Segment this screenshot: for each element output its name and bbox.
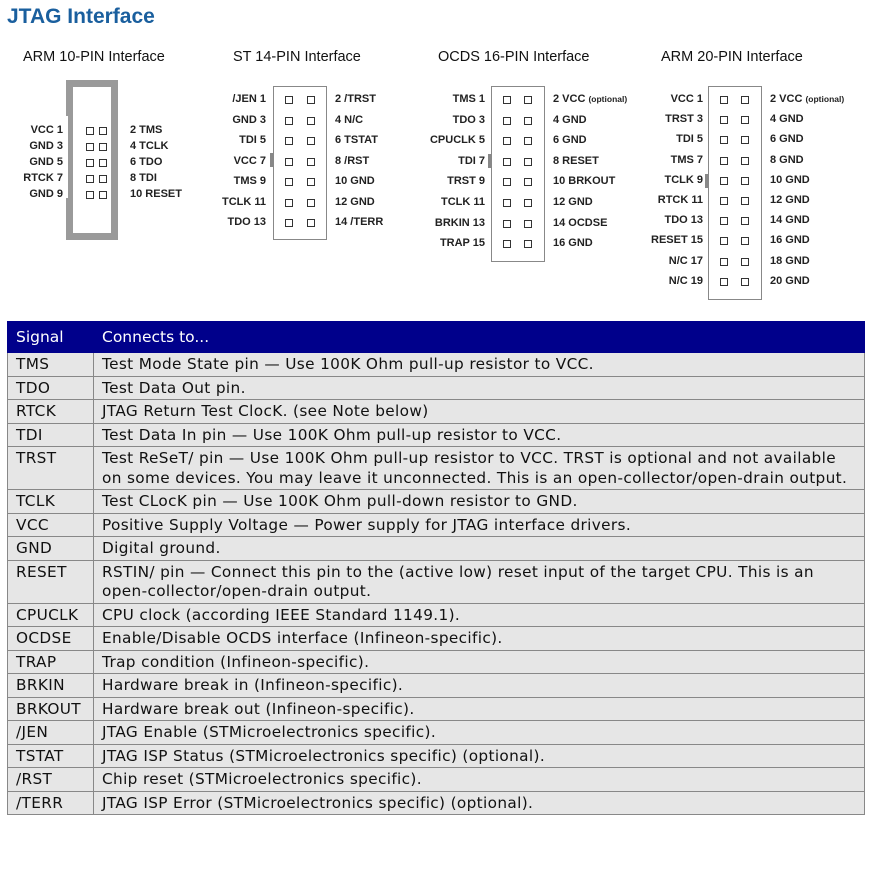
st14-pin-right-label (335, 175, 375, 188)
arm20-pin-right-label (770, 214, 810, 227)
ocds16-header-outline (491, 86, 545, 262)
table-row (8, 513, 865, 537)
arm20-pin-right-text: 2 VCC (770, 93, 803, 105)
arm20-pin-right-text: 4 GND (770, 113, 804, 126)
st14-pin-odd (285, 199, 293, 207)
st14-pin-even (307, 219, 315, 227)
arm10-pin-right-label (130, 140, 169, 153)
st14-pin-right-text: 8 /RST (335, 154, 370, 167)
arm20-pin-left-label: N/C 19 (668, 274, 703, 287)
ocds16-pin-right-text: 12 GND (553, 196, 593, 208)
ocds16-pin-even (524, 117, 532, 125)
ocds16-pin-right-label (553, 196, 593, 209)
st14-pin-left-label: TCLK 11 (221, 195, 266, 208)
st14-pin-right-text: 4 N/C (335, 113, 364, 126)
ocds16-pin-odd (503, 137, 511, 145)
ocds16-key-notch (488, 154, 491, 168)
ocds16-pin-even (524, 199, 532, 207)
arm10-pin-odd (86, 159, 94, 167)
arm20-pin-even (741, 278, 749, 286)
arm10-pin-right-text: 10 RESET (130, 188, 182, 200)
signal-name: RTCK (8, 400, 94, 424)
st14-pin-right-text: 6 TSTAT (335, 134, 378, 146)
arm20-pin-odd (720, 258, 728, 266)
st14-pin-odd (285, 178, 293, 186)
st14-pin-right-text: 14 /TERR (335, 216, 384, 228)
ocds16-pin-right-label (553, 217, 607, 230)
arm20-key-notch (705, 174, 708, 188)
signal-description: JTAG Return Test ClocK. (see Note below) (94, 400, 865, 424)
arm20-header-outline (708, 86, 762, 300)
arm10-pin-right-text: 6 TDO (130, 156, 163, 168)
signal-name: TRST (8, 447, 94, 490)
arm20-pin-odd (720, 177, 728, 185)
table-row (8, 721, 865, 745)
arm10-pin-left-label: VCC 1 (30, 124, 63, 136)
st14-header-outline (273, 86, 327, 240)
arm10-pin-left-label: GND 3 (29, 140, 63, 152)
ocds16-pin-odd (503, 158, 511, 166)
signal-name: TSTAT (8, 744, 94, 768)
arm20-pin-right-label (770, 275, 810, 288)
ocds16-pin-right-label (553, 155, 599, 168)
ocds16-pin-even (524, 96, 532, 104)
signal-description: RSTIN/ pin — Connect this pin to the (active low) reset input of the target CPU. This is an open-collector/open-drain output. (94, 560, 865, 603)
arm20-pin-right-label (770, 113, 804, 126)
st14-pin-odd (285, 158, 293, 166)
arm20-pin-right-text: 12 GND (770, 194, 810, 206)
arm20-pin-odd (720, 237, 728, 245)
signal-description: Test Data In pin — Use 100K Ohm pull-up resistor to VCC. (94, 423, 865, 447)
signal-name: GND (8, 537, 94, 561)
table-row (8, 490, 865, 514)
arm10-pin-right-text: 2 TMS (130, 124, 163, 136)
arm20-pin-left-label: TMS 7 (670, 153, 703, 166)
table-row (8, 376, 865, 400)
table-row (8, 353, 865, 377)
arm20-pin-odd (720, 116, 728, 124)
arm10-pin-odd (86, 127, 94, 135)
arm20-pin-even (741, 217, 749, 225)
arm10-pin-right-label (130, 124, 162, 137)
st14-pin-right-text: 12 GND (335, 195, 375, 208)
arm20-pin-left-label: TRST 3 (665, 113, 703, 126)
arm10-pin-odd (86, 191, 94, 199)
ocds16-pin-right-text: 8 RESET (553, 154, 599, 167)
st14-pin-left-label: GND 3 (232, 113, 266, 126)
st14-pin-odd (285, 96, 293, 104)
table-row (8, 537, 865, 561)
table-row (8, 674, 865, 698)
arm20-pin-right-text: 8 GND (770, 153, 804, 166)
st14-pin-right-text: 10 GND (335, 175, 375, 187)
signal-description: Trap condition (Infineon-specific). (94, 650, 865, 674)
arm20-pin-left-label: VCC 1 (670, 93, 703, 105)
ocds16-pin-right-text: 4 GND (553, 113, 587, 126)
arm20-pin-right-label (770, 154, 804, 167)
arm20-pin-even (741, 116, 749, 124)
arm20-pin-left-label: N/C 17 (668, 254, 703, 267)
ocds16-pin-right-label (553, 93, 627, 106)
arm20-pin-even (741, 136, 749, 144)
table-row (8, 768, 865, 792)
arm10-pin-odd (86, 175, 94, 183)
arm10-pin-right-text: 4 TCLK (130, 140, 169, 152)
arm10-pin-even (99, 159, 107, 167)
arm20-pin-right-text: 16 GND (770, 234, 810, 247)
signal-description: JTAG ISP Status (STMicroelectronics specific) (optional). (94, 744, 865, 768)
arm10-pin-odd (86, 143, 94, 151)
signal-description: Test ReSeT/ pin — Use 100K Ohm pull-up resistor to VCC. TRST is optional and not available on some devices. You may leave it unconnected. This is an open-collector/open-drain output. (94, 447, 865, 490)
arm10-pin-even (99, 191, 107, 199)
arm20-pin-right-text: 20 GND (770, 274, 810, 287)
st14-title: ST 14-PIN Interface (233, 49, 361, 65)
table-row (8, 603, 865, 627)
arm10-pin-left-label: RTCK 7 (23, 172, 63, 184)
signal-description: Enable/Disable OCDS interface (Infineon-specific). (94, 627, 865, 651)
st14-pin-even (307, 96, 315, 104)
signal-description: Test Mode State pin — Use 100K Ohm pull-up resistor to VCC. (94, 353, 865, 377)
arm20-pin-right-text: 14 GND (770, 214, 810, 227)
st14-pin-even (307, 117, 315, 125)
arm20-pin-right-label (770, 194, 810, 207)
st14-pin-odd (285, 219, 293, 227)
ocds16-pin-even (524, 220, 532, 228)
st14-pin-left-label: TMS 9 (233, 175, 266, 187)
table-row (8, 697, 865, 721)
arm20-pin-left-label: RTCK 11 (657, 194, 703, 206)
ocds16-pin-odd (503, 178, 511, 186)
arm10-pin-even (99, 175, 107, 183)
arm20-pin-left-label: RESET 15 (651, 234, 703, 247)
ocds16-pin-left-label: TDI 7 (458, 154, 485, 167)
arm20-pin-even (741, 157, 749, 165)
ocds16-pin-odd (503, 117, 511, 125)
arm20-pin-even (741, 197, 749, 205)
arm20-optional-note: (optional) (805, 94, 845, 104)
ocds16-pin-left-label: CPUCLK 5 (429, 134, 485, 147)
arm10-pin-even (99, 143, 107, 151)
table-row (8, 650, 865, 674)
ocds16-pin-right-text: 14 OCDSE (553, 216, 608, 229)
signal-description: Hardware break out (Infineon-specific). (94, 697, 865, 721)
arm20-pin-right-text: 6 GND (770, 133, 804, 146)
ocds16-pin-left-label: BRKIN 13 (434, 216, 485, 229)
signal-description: CPU clock (according IEEE Standard 1149.1). (94, 603, 865, 627)
arm20-pin-odd (720, 278, 728, 286)
arm20-pin-right-text: 18 GND (770, 254, 810, 267)
arm20-pin-odd (720, 217, 728, 225)
signal-description: Digital ground. (94, 537, 865, 561)
arm10-title: ARM 10-PIN Interface (23, 49, 165, 65)
st14-pin-right-text: 2 /TRST (335, 93, 376, 105)
table-row (8, 423, 865, 447)
table-row (8, 447, 865, 490)
arm10-pin-right-text: 8 TDI (130, 172, 157, 184)
signal-description: JTAG Enable (STMicroelectronics specific). (94, 721, 865, 745)
signal-name: /TERR (8, 791, 94, 815)
signal-name: VCC (8, 513, 94, 537)
arm20-pin-even (741, 96, 749, 104)
table-row (8, 744, 865, 768)
arm20-pin-right-label (770, 133, 804, 146)
signal-name: TMS (8, 353, 94, 377)
ocds16-pin-right-label (553, 134, 587, 147)
signal-name: /JEN (8, 721, 94, 745)
signal-description: Test Data Out pin. (94, 376, 865, 400)
ocds16-pin-even (524, 240, 532, 248)
signal-name: TDO (8, 376, 94, 400)
ocds16-pin-left-label: TCLK 11 (440, 196, 485, 208)
signal-description: Hardware break in (Infineon-specific). (94, 674, 865, 698)
ocds16-pin-right-label (553, 237, 593, 250)
st14-pin-right-label (335, 134, 378, 147)
st14-pin-left-label: VCC 7 (233, 154, 266, 167)
arm20-pin-right-text: 10 GND (770, 173, 810, 186)
ocds16-pin-left-label: TMS 1 (452, 93, 485, 105)
arm20-pin-left-label: TCLK 9 (664, 173, 703, 186)
arm20-pin-even (741, 258, 749, 266)
ocds16-pin-right-label (553, 175, 615, 188)
st14-pin-odd (285, 117, 293, 125)
st14-pin-odd (285, 137, 293, 145)
arm10-pin-right-label (130, 172, 157, 185)
st14-pin-left-label: /JEN 1 (232, 93, 266, 105)
table-row (8, 560, 865, 603)
ocds16-pin-even (524, 178, 532, 186)
ocds16-pin-odd (503, 220, 511, 228)
arm20-pin-left-label: TDO 13 (664, 214, 703, 227)
arm10-pin-right-label (130, 156, 162, 169)
signal-name: TDI (8, 423, 94, 447)
ocds16-pin-left-label: TRAP 15 (439, 237, 485, 250)
ocds16-title: OCDS 16-PIN Interface (438, 49, 590, 65)
st14-pin-right-label (335, 196, 375, 209)
ocds16-pin-odd (503, 240, 511, 248)
ocds16-pin-right-text: 2 VCC (553, 93, 586, 105)
ocds16-pin-right-text: 6 GND (553, 134, 587, 147)
table-header-row (8, 322, 865, 353)
ocds16-pin-left-label: TRST 9 (447, 175, 485, 188)
ocds16-pin-left-label: TDO 3 (452, 113, 485, 126)
arm20-pin-even (741, 237, 749, 245)
signal-name: BRKOUT (8, 697, 94, 721)
ocds16-pin-even (524, 137, 532, 145)
signal-name: CPUCLK (8, 603, 94, 627)
table-row (8, 627, 865, 651)
st14-pin-right-label (335, 155, 369, 168)
signal-description: Chip reset (STMicroelectronics specific). (94, 768, 865, 792)
arm10-pin-even (99, 127, 107, 135)
signal-name: BRKIN (8, 674, 94, 698)
arm10-pin-right-label (130, 188, 182, 201)
signal-name: RESET (8, 560, 94, 603)
arm20-pin-left-label: TDI 5 (676, 133, 703, 146)
arm10-pin-left-label: GND 5 (29, 156, 63, 168)
arm20-pin-right-label (770, 234, 810, 247)
ocds16-pin-right-text: 10 BRKOUT (553, 175, 616, 188)
ocds16-pin-odd (503, 199, 511, 207)
arm20-pin-odd (720, 197, 728, 205)
st14-pin-left-label: TDI 5 (239, 134, 266, 146)
arm20-pin-right-label (770, 174, 810, 187)
table-row (8, 400, 865, 424)
arm20-pin-right-label (770, 93, 844, 106)
page-title: JTAG Interface (7, 5, 155, 28)
signal-description: JTAG ISP Error (STMicroelectronics specific) (optional). (94, 791, 865, 815)
st14-pin-left-label: TDO 13 (227, 216, 266, 228)
signal-name: TCLK (8, 490, 94, 514)
header-connects-to: Connects to... (94, 322, 865, 353)
ocds16-pin-right-label (553, 114, 587, 127)
signal-name: TRAP (8, 650, 94, 674)
arm20-pin-right-label (770, 255, 810, 268)
st14-pin-even (307, 137, 315, 145)
table-row (8, 791, 865, 815)
st14-pin-even (307, 158, 315, 166)
arm20-pin-even (741, 177, 749, 185)
arm20-pin-odd (720, 136, 728, 144)
ocds16-pin-odd (503, 96, 511, 104)
st14-pin-right-label (335, 216, 383, 229)
signal-name: OCDSE (8, 627, 94, 651)
st14-key-notch (270, 153, 273, 167)
header-signal: Signal (8, 322, 94, 353)
arm20-title: ARM 20-PIN Interface (661, 49, 803, 65)
ocds16-pin-even (524, 158, 532, 166)
signal-table (7, 321, 865, 815)
signal-description: Test CLocK pin — Use 100K Ohm pull-down resistor to GND. (94, 490, 865, 514)
arm20-pin-odd (720, 96, 728, 104)
ocds16-optional-note: (optional) (588, 94, 628, 104)
arm10-pin-left-label: GND 9 (29, 188, 63, 200)
st14-pin-even (307, 199, 315, 207)
st14-pin-even (307, 178, 315, 186)
signal-name: /RST (8, 768, 94, 792)
st14-pin-right-label (335, 114, 363, 127)
arm20-pin-odd (720, 157, 728, 165)
ocds16-pin-right-text: 16 GND (553, 237, 593, 250)
signal-description: Positive Supply Voltage — Power supply for JTAG interface drivers. (94, 513, 865, 537)
st14-pin-right-label (335, 93, 376, 106)
